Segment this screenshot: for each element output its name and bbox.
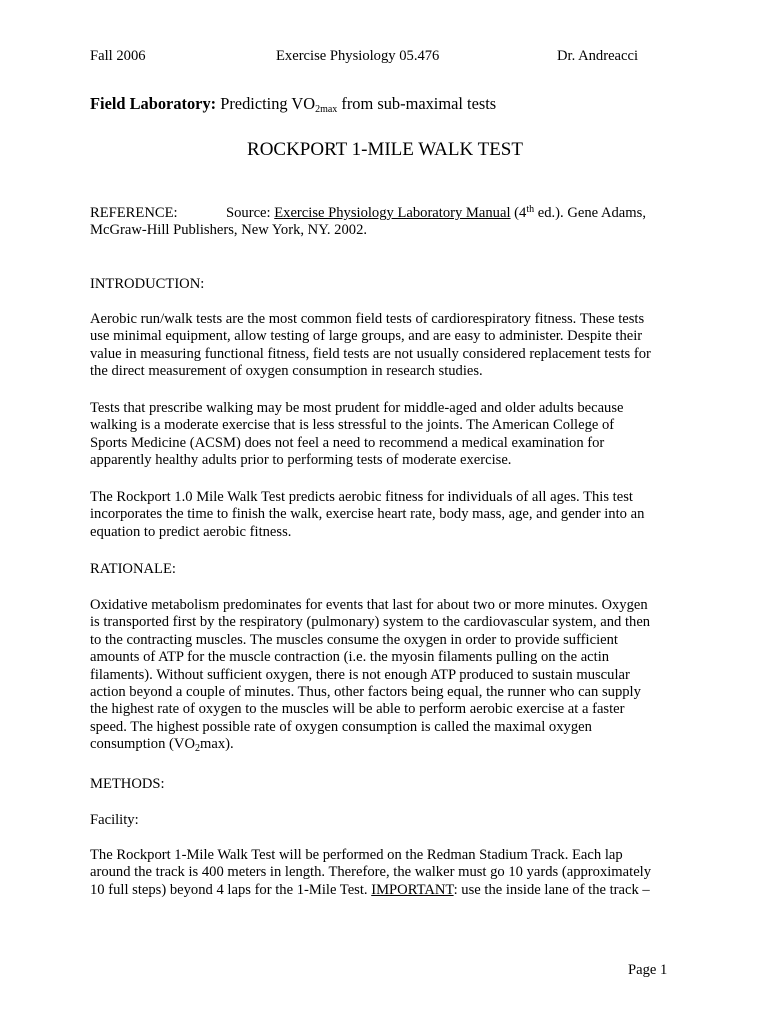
paragraph-line: filaments). Without sufficient oxygen, there is not enough ATP produced to sustain muscular bbox=[90, 666, 630, 683]
rationale-last-sub: 2 bbox=[195, 743, 200, 755]
reference-book-title: Exercise Physiology Laboratory Manual bbox=[274, 205, 511, 221]
paragraph-line: Aerobic run/walk tests are the most common field tests of cardiorespiratory fitness. These tests bbox=[90, 311, 645, 327]
paragraph-line: the highest rate of oxygen to the muscles will be able to perform aerobic exercise at a faster bbox=[90, 701, 625, 718]
rationale-paragraph bbox=[90, 597, 682, 754]
paragraph-line: Sports Medicine (ACSM) does not feel a need to recommend a medical examination for bbox=[90, 434, 605, 451]
introduction-paragraph-1 bbox=[90, 311, 682, 381]
reference-source-prefix: Source: bbox=[226, 205, 275, 221]
rationale-last-before: consumption (VO bbox=[90, 736, 195, 753]
facility-last-before: 10 full steps) beyond 4 laps for the 1-Mile Test. bbox=[90, 881, 372, 898]
lab-title-text bbox=[220, 94, 496, 113]
header-instructor: Dr. Andreacci bbox=[557, 48, 639, 64]
paragraph-line: around the track is 400 meters in length. Therefore, the walker must go 10 yards (approximately bbox=[90, 864, 652, 881]
test-title: ROCKPORT 1-MILE WALK TEST bbox=[247, 139, 523, 160]
reference-edition-close: ed.). Gene Adams, bbox=[534, 205, 646, 221]
lab-title-label: Field Laboratory: bbox=[90, 94, 217, 113]
lab-title-text-before: Predicting VO bbox=[220, 94, 316, 113]
paragraph-line bbox=[90, 882, 682, 899]
facility-last-after: : use the inside lane of the track – bbox=[453, 881, 650, 898]
introduction-paragraph-3 bbox=[90, 489, 682, 541]
paragraph-line: Tests that prescribe walking may be most prudent for middle-aged and older adults because bbox=[90, 400, 624, 416]
paragraph-line: incorporates the time to finish the walk, exercise heart rate, body mass, age, and gender into an bbox=[90, 506, 645, 523]
paragraph-line: amounts of ATP for the muscle contraction (i.e. the myosin filaments pulling on the actin bbox=[90, 649, 610, 666]
reference-publisher: McGraw-Hill Publishers, New York, NY. 2002. bbox=[90, 222, 368, 238]
header-course: Exercise Physiology 05.476 bbox=[276, 48, 440, 64]
facility-paragraph bbox=[90, 847, 682, 899]
facility-important: IMPORTANT bbox=[371, 881, 454, 898]
introduction-heading: INTRODUCTION: bbox=[90, 276, 205, 292]
paragraph-line: The Rockport 1-Mile Walk Test will be performed on the Redman Stadium Track. Each lap bbox=[90, 847, 623, 863]
reference-edition-sup: th bbox=[526, 204, 535, 215]
methods-heading: METHODS: bbox=[90, 776, 165, 792]
paragraph-line: walking is a moderate exercise that is less stressful to the joints. The American College of bbox=[90, 417, 615, 434]
rationale-heading: RATIONALE: bbox=[90, 561, 176, 577]
paragraph-line: speed. The highest possible rate of oxygen consumption is called the maximal oxygen bbox=[90, 718, 592, 735]
page-number: Page 1 bbox=[628, 962, 668, 978]
reference-edition-open: (4 bbox=[510, 205, 527, 221]
paragraph-line: Oxidative metabolism predominates for events that last for about two or more minutes. Oxygen bbox=[90, 597, 648, 613]
paragraph-line: action beyond a couple of minutes. Thus, other factors being equal, the runner who can supply bbox=[90, 684, 641, 701]
facility-heading: Facility: bbox=[90, 812, 139, 828]
paragraph-line: use minimal equipment, allow testing of large groups, and are easy to administer. Despite their bbox=[90, 328, 643, 345]
reference-source bbox=[226, 205, 646, 222]
introduction-paragraph-2 bbox=[90, 400, 682, 470]
rationale-last-after: max). bbox=[200, 736, 234, 753]
paragraph-line: the direct measurement of oxygen consumption in research studies. bbox=[90, 363, 483, 380]
paragraph-line: to the contracting muscles. The muscles consume the oxygen in order to provide sufficient bbox=[90, 631, 618, 648]
paragraph-line: is transported first by the respiratory (pulmonary) system to the cardiovascular system, and then bbox=[90, 614, 651, 631]
paragraph-line bbox=[90, 736, 682, 753]
paragraph-line: The Rockport 1.0 Mile Walk Test predicts aerobic fitness for individuals of all ages. This test bbox=[90, 489, 633, 505]
paragraph-line: apparently healthy adults prior to performing tests of moderate exercise. bbox=[90, 452, 512, 469]
paragraph-line: equation to predict aerobic fitness. bbox=[90, 523, 292, 540]
header-term: Fall 2006 bbox=[90, 48, 146, 64]
paragraph-line: value in measuring functional fitness, field tests are not usually considered replacement tests for bbox=[90, 345, 651, 362]
lab-title-text-after: from sub-maximal tests bbox=[337, 94, 497, 113]
lab-title-subscript: 2max bbox=[315, 104, 338, 115]
reference-label: REFERENCE: bbox=[90, 205, 178, 221]
lab-title bbox=[90, 94, 497, 115]
